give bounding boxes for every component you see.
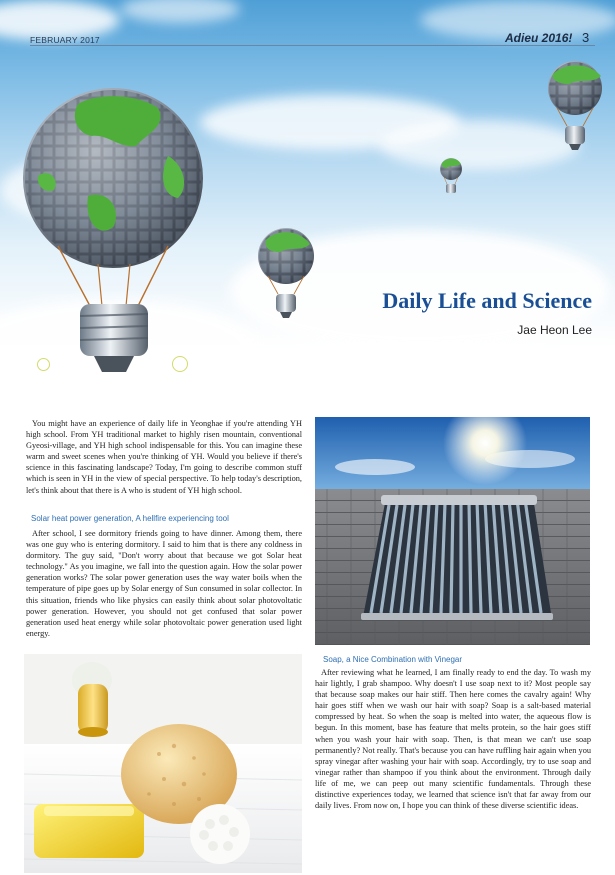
section2-text: After reviewing what he learned, I am finally ready to end the day. To wash my hair lightly, I grab shampoo. Why doesn't I use soap next to it? Most people say that because soap makes our hair stiff. Then here comes the cavalry again! Why hair goes stiff when we wash our hair with soap? Soap is a salt-based material compressed by heat. So when the soap is melted into water, the aqueous flow is begun. In this moment, base has feature that melts protein, so the hair goes stiff when you wash your hair with soap. Then, is that mean we can't use soap permanently? Not really. That's because you can have ruffling hair again when you spray vinegar after washing your hair with soap. Accordingly, try to use soap and vinegar rather than shampoo if you think about the environment. Through daily life of me, we can peep out many scientific fundamentals. Through these distinctive experiences today, we learned that science isn't that far away from our daily lives. From now on, I hope you can think of these diverse scientific ideas. — [315, 668, 591, 811]
medium-balloon-illustration — [256, 226, 318, 322]
right-balloon-illustration — [545, 60, 607, 156]
article-author: Jae Heon Lee — [517, 323, 592, 337]
section1-text: After school, I see dormitory friends going to have dinner. Among them, there was one guy who is entering dormitory. I said to him that is there any coldness in dormitory. The guy said, "Don't worry about that because we got Solar heat technology." As you imagine, we fall into the question again. How the solar power generation works? The solar power generation uses the way water boils when the temperature of pipe goes up by Solar energy of Sun consumed in solar collector. In this situation, friends who like physics can easily think about solar photovoltatic power generation. However, you should not get confused that solar power generation used heat energy while solar photovoltaic power generation used light energy. — [26, 529, 302, 638]
intro-paragraph — [26, 418, 302, 496]
soap-photo — [24, 654, 302, 873]
decorative-bubble — [172, 356, 188, 372]
magazine-brand: Adieu 2016! — [505, 31, 573, 45]
header-rule — [30, 45, 595, 46]
intro-text: You might have an experience of daily life in Yeonghae if you're attending YH high school. From YH traditional market to highly risen mountain, conventional Gyeosi-village, and YH high school indispensable for this. You can imagine these warm and sweet scenes when you're thinking of YH. Would you believe if there's science in this fascinating landscape? Today, I'm going to describe common stuff which is seen in YH in the view of special perspective. To help today's description, let's think about that there is A who is student of YH high school. — [26, 419, 302, 495]
small-balloon-illustration — [438, 157, 464, 199]
section1-heading: Solar heat power generation, A hellfire experiencing tool — [31, 514, 229, 523]
decorative-bubble — [37, 358, 50, 371]
section1-paragraph — [26, 528, 302, 639]
article-title: Daily Life and Science — [382, 288, 592, 313]
section2-paragraph — [315, 667, 591, 811]
large-balloon-illustration — [18, 86, 218, 381]
page-number: 3 — [582, 30, 590, 45]
solar-collector-photo — [315, 417, 590, 645]
section2-heading: Soap, a Nice Combination with Vinegar — [323, 655, 463, 664]
issue-date: FEBRUARY 2017 — [30, 35, 100, 45]
